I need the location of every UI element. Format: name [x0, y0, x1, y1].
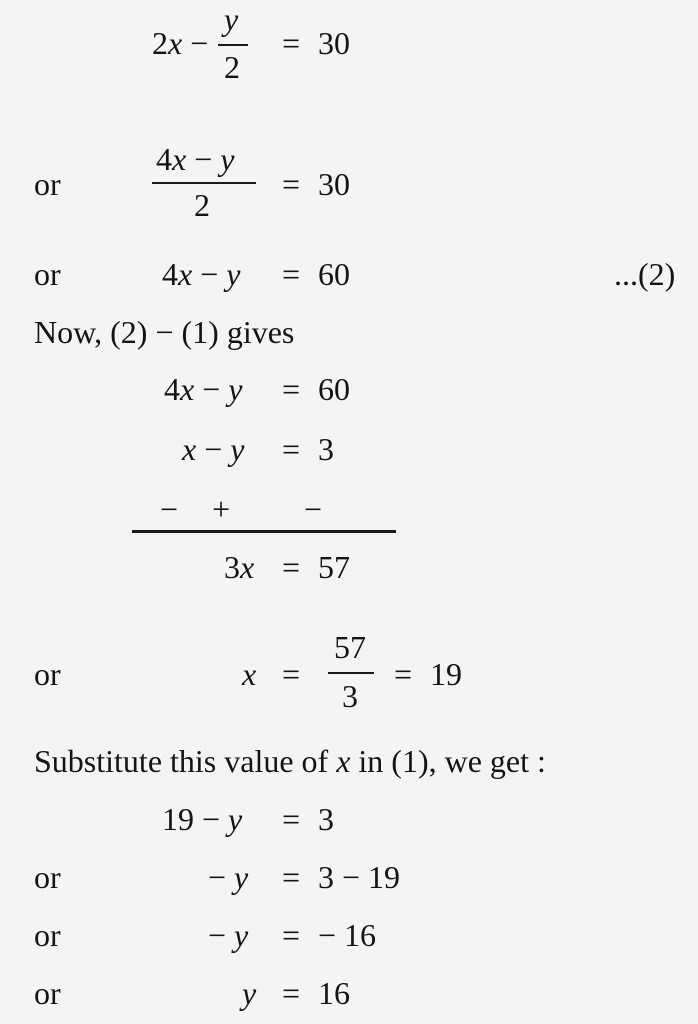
subtraction-rule	[132, 530, 396, 533]
or-label: or	[34, 975, 61, 1011]
rhs-value: 16	[318, 975, 350, 1011]
text-line-now: Now, (2) − (1) gives	[34, 314, 295, 350]
lhs: 4x − y	[164, 371, 243, 407]
lhs: − y	[208, 917, 249, 953]
lhs: x − y	[182, 431, 245, 467]
lhs: x	[242, 656, 257, 692]
fraction-numerator: 57	[334, 629, 366, 665]
equals-sign: =	[394, 656, 413, 692]
lhs: 4x − y	[162, 256, 241, 292]
sign-plus: +	[212, 491, 231, 527]
equals-sign: =	[282, 656, 301, 692]
fraction-denominator: 2	[194, 187, 210, 223]
sign-minus: −	[304, 491, 323, 527]
equals-sign: =	[282, 549, 301, 585]
rhs-value: 3	[318, 801, 334, 837]
equals-sign: =	[282, 25, 301, 61]
lhs: 19 − y	[162, 801, 243, 837]
sign-minus: −	[160, 491, 179, 527]
equals-sign: =	[282, 431, 301, 467]
equals-sign: =	[282, 917, 301, 953]
rhs-value: 30	[318, 166, 350, 202]
fraction-denominator: 3	[342, 678, 358, 714]
lhs: 3x	[224, 549, 255, 585]
or-label: or	[34, 859, 61, 895]
rhs-value: 60	[318, 256, 350, 292]
fraction-bar	[328, 672, 374, 674]
rhs-value: 3	[318, 431, 334, 467]
rhs-value: 60	[318, 371, 350, 407]
fraction-numerator: 4x − y	[156, 141, 235, 177]
equals-sign: =	[282, 256, 301, 292]
or-label: or	[34, 166, 61, 202]
equals-sign: =	[282, 166, 301, 202]
fraction-denominator: 2	[224, 49, 240, 85]
equals-sign: =	[282, 975, 301, 1011]
fraction-bar	[152, 182, 256, 184]
rhs-value: 57	[318, 549, 350, 585]
fraction-bar	[218, 44, 248, 46]
equals-sign: =	[282, 859, 301, 895]
equals-sign: =	[282, 801, 301, 837]
rhs-value: 19	[430, 656, 462, 692]
rhs-value: 30	[318, 25, 350, 61]
equals-sign: =	[282, 371, 301, 407]
lhs: y	[242, 975, 257, 1011]
rhs-value: − 16	[318, 917, 377, 953]
fraction-numerator: y	[224, 1, 239, 37]
lhs: − y	[208, 859, 249, 895]
equation-tag: ...(2)	[614, 256, 676, 292]
or-label: or	[34, 256, 61, 292]
or-label: or	[34, 656, 61, 692]
or-label: or	[34, 917, 61, 953]
term: 2x −	[152, 25, 209, 61]
rhs-value: 3 − 19	[318, 859, 401, 895]
text-line-substitute: Substitute this value of x in (1), we get :	[34, 743, 546, 779]
